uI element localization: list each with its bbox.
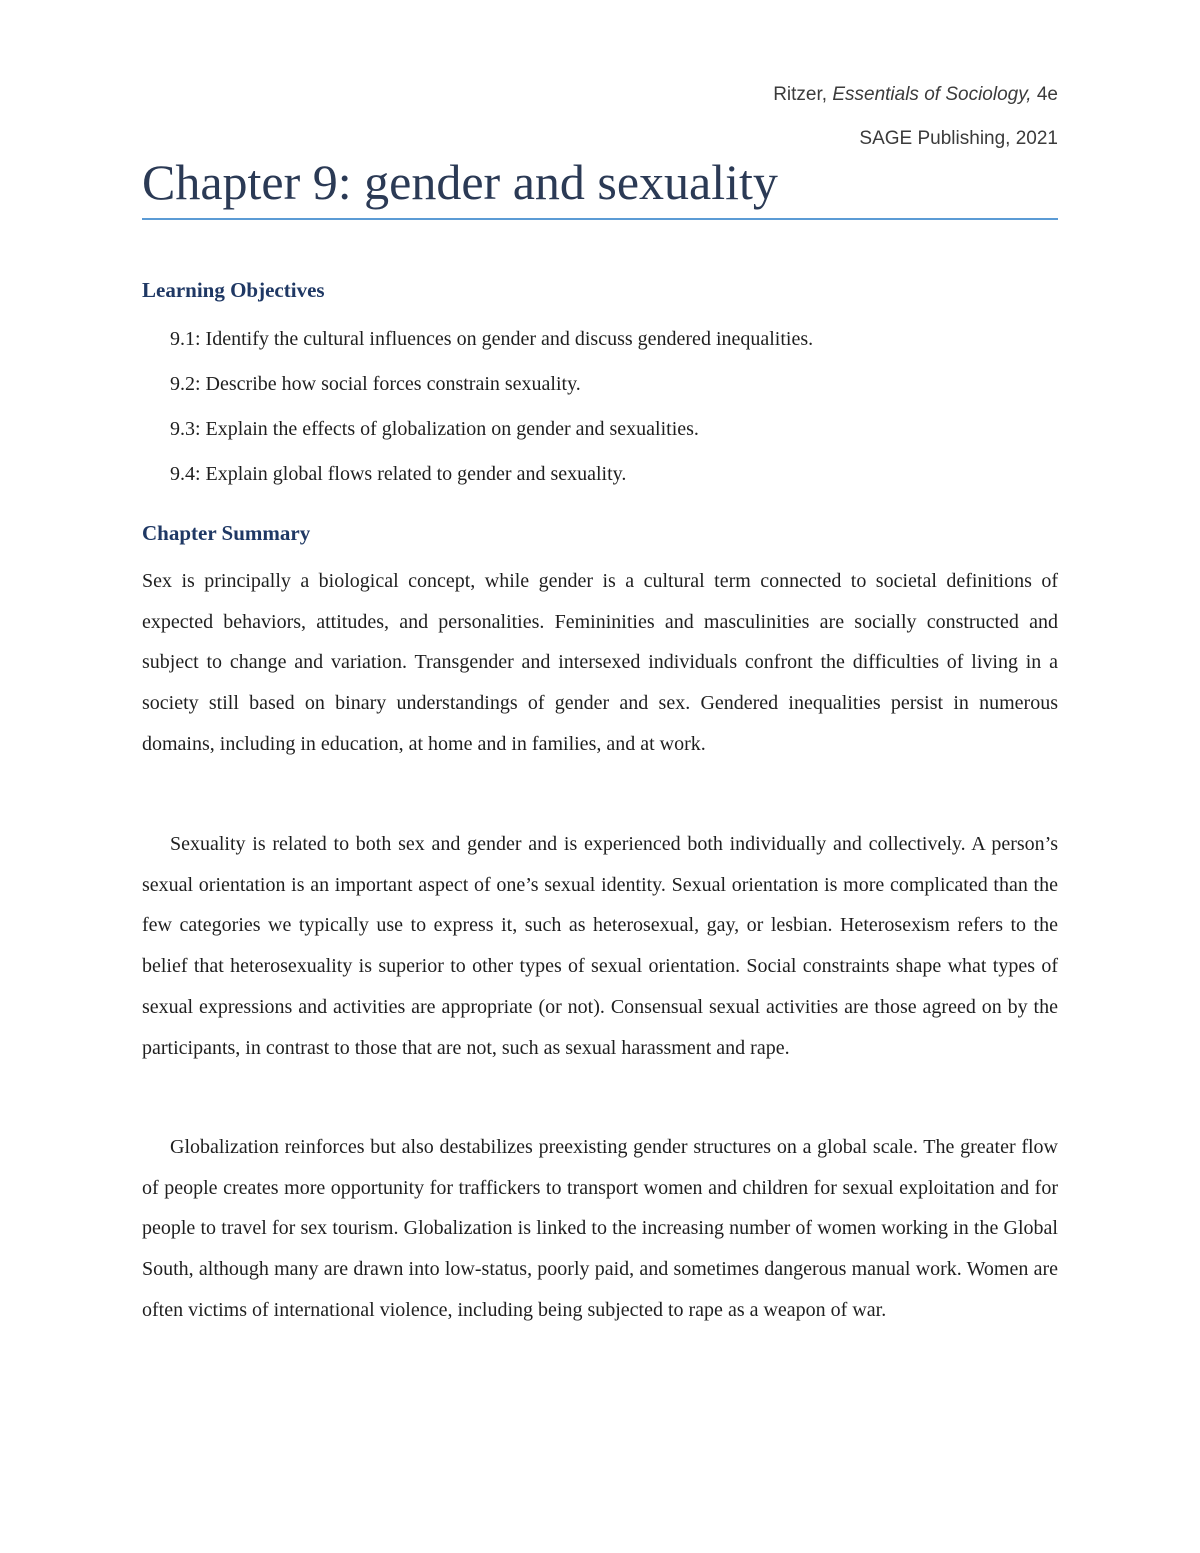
learning-objective-item: 9.4: Explain global flows related to gender and sexuality. [170,463,627,485]
running-header-citation [773,84,1058,106]
header-author: Ritzer, [773,84,833,105]
summary-paragraph-3: Globalization reinforces but also destabilizes preexisting gender structures on a global scale. The greater flow of people creates more opportunity for traffickers to transport women and children for sexual exploitation and for people to travel for sex tourism. Globalization is linked to the increasing number of women working in the Global South, although many are drawn into low-status, poorly paid, and sometimes dangerous manual work. Women are often victims of international violence, including being subjected to rape as a weapon of war. [142,1136,1058,1321]
header-edition: 4e [1031,84,1058,105]
header-book-title: Essentials of Sociology, [832,84,1032,105]
summary-paragraph-2: Sexuality is related to both sex and gender and is experienced both individually and collectively. A person’s sexual orientation is an important aspect of one’s sexual identity. Sexual orientation is more complicated than the few categories we typically use to express it, such as heterosexual, gay, or lesbian. Heterosexism refers to the belief that heterosexuality is superior to other types of sexual orientation. Social constraints shape what types of sexual expressions and activities are appropriate (or not). Consensual sexual activities are those agreed on by the participants, in contrast to those that are not, such as sexual harassment and rape. [142,833,1058,1059]
chapter-title: Chapter 9: gender and sexuality [142,150,1058,220]
learning-objectives-list [170,325,813,505]
chapter-summary-heading: Chapter Summary [142,521,311,545]
running-header-publisher: SAGE Publishing, 2021 [859,128,1058,149]
summary-paragraph-1: Sex is principally a biological concept, while gender is a cultural term connected to societal definitions of expected behaviors, attitudes, and personalities. Femininities and masculinities are socially constructed and subject to change and variation. Transgender and intersexed individuals confront the difficulties of living in a society still based on binary understandings of gender and sex. Gendered inequalities persist in numerous domains, including in education, at home and in families, and at work. [142,570,1058,755]
learning-objectives-heading: Learning Objectives [142,278,325,302]
learning-objective-item: 9.3: Explain the effects of globalization on gender and sexualities. [170,418,699,440]
learning-objective-item: 9.2: Describe how social forces constrain sexuality. [170,373,581,395]
learning-objective-item: 9.1: Identify the cultural influences on gender and discuss gendered inequalities. [170,328,814,350]
